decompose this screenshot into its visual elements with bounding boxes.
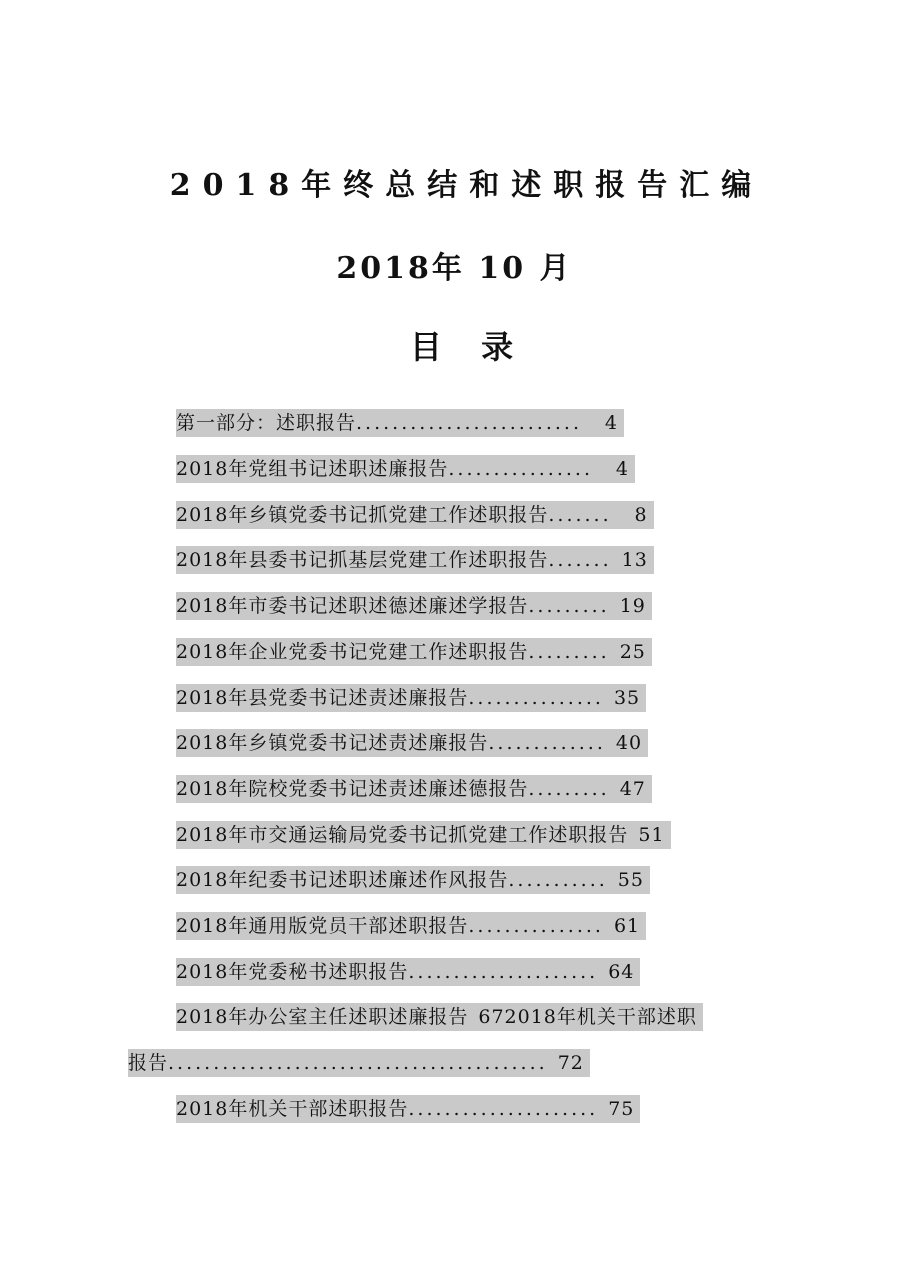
toc-entry[interactable]	[176, 866, 650, 894]
toc-entry[interactable]	[176, 729, 648, 757]
toc-entry-page: 25	[619, 641, 646, 663]
toc-entry-page: 8	[634, 504, 648, 526]
toc-entry-title: 2018年市委书记述职述德述廉述学报告	[176, 595, 529, 617]
toc-entry-title: 2018年通用版党员干部述职报告	[176, 915, 469, 937]
toc-entry-leader: .............	[488, 732, 606, 754]
toc-entry-title: 2018年党组书记述职述廉报告	[176, 458, 449, 480]
toc-entry-title: 2018年县委书记抓基层党建工作述职报告	[176, 549, 549, 571]
toc-entry-leader: .........	[528, 778, 610, 800]
toc-entry[interactable]	[176, 1095, 640, 1123]
toc-entry-page: 4	[615, 458, 629, 480]
toc-entry-leader: .........................	[356, 412, 583, 434]
toc-entry-page: 64	[608, 961, 635, 983]
toc-entry-page: 13	[621, 549, 648, 571]
toc-entry-page: 75	[608, 1098, 635, 1120]
toc-entry-page: 19	[619, 595, 646, 617]
toc-entry[interactable]	[176, 546, 654, 574]
toc-entry[interactable]	[176, 958, 640, 986]
toc-entry-leader: ...........	[508, 869, 608, 891]
toc-entry[interactable]	[128, 1049, 590, 1077]
toc-entry-title: 2018年纪委书记述职述廉述作风报告	[176, 869, 509, 891]
toc-entry-page: 40	[615, 732, 643, 754]
toc-entry[interactable]	[176, 912, 646, 940]
toc-entry-page: 61	[613, 915, 641, 937]
toc-entry-leader: .......	[548, 549, 612, 571]
toc-entry-leader: ..........................................	[168, 1052, 548, 1074]
document-date: 2018年 10 月	[336, 251, 573, 286]
toc-entry-title: 报告	[128, 1052, 169, 1074]
toc-entry[interactable]	[176, 684, 646, 712]
toc-entry-leader: ...............	[468, 687, 604, 709]
toc-entry-title: 2018年机关干部述职报告	[176, 1098, 409, 1120]
toc-entry-title: 2018年企业党委书记党建工作述职报告	[176, 641, 529, 663]
toc-entry-leader: .........	[528, 641, 610, 663]
toc-entry-page: 35	[613, 687, 641, 709]
toc-entry-title: 2018年乡镇党委书记抓党建工作述职报告	[176, 504, 549, 526]
toc-entry-leader: .....................	[408, 1098, 599, 1120]
toc-entry[interactable]	[176, 592, 652, 620]
toc-entry-title: 2018年市交通运输局党委书记抓党建工作述职报告	[176, 824, 629, 846]
toc-entry-title: 第一部分：述职报告	[176, 412, 357, 434]
toc-entry[interactable]	[176, 501, 654, 529]
document-title: 2018年终总结和述职报告汇编	[169, 168, 764, 203]
toc-entry-leader: ...............	[468, 915, 604, 937]
toc-entry-title: 2018年党委秘书述职报告	[176, 961, 409, 983]
toc-entry-title: 2018年乡镇党委书记述责述廉报告	[176, 732, 489, 754]
toc-entry-title: 2018年院校党委书记述责述廉述德报告	[176, 778, 529, 800]
toc-entry-title: 2018年办公室主任述职述廉报告	[176, 1006, 469, 1028]
toc-entry-page: 47	[619, 778, 646, 800]
toc-entry-title: 2018年县党委书记述责述廉报告	[176, 687, 469, 709]
toc-entry-leader: .......	[548, 504, 612, 526]
toc-entry-page: 72	[557, 1052, 584, 1074]
toc-entry-leader: .....................	[408, 961, 599, 983]
toc-entry-page: 4	[604, 412, 619, 434]
toc-entry-page: 672018年机关干部述职	[478, 1006, 697, 1028]
toc-entry-page: 51	[638, 824, 665, 846]
toc-heading: 目 录	[409, 328, 528, 366]
toc-entry[interactable]	[176, 409, 624, 437]
toc-entry[interactable]	[176, 638, 652, 666]
toc-entry[interactable]	[176, 455, 635, 483]
toc-entry[interactable]	[176, 1003, 703, 1031]
toc-entry-leader: .........	[528, 595, 610, 617]
toc-entry-page: 55	[617, 869, 644, 891]
toc-entry[interactable]	[176, 775, 652, 803]
toc-entry-leader: ................	[448, 458, 593, 480]
toc-entry[interactable]	[176, 821, 671, 849]
